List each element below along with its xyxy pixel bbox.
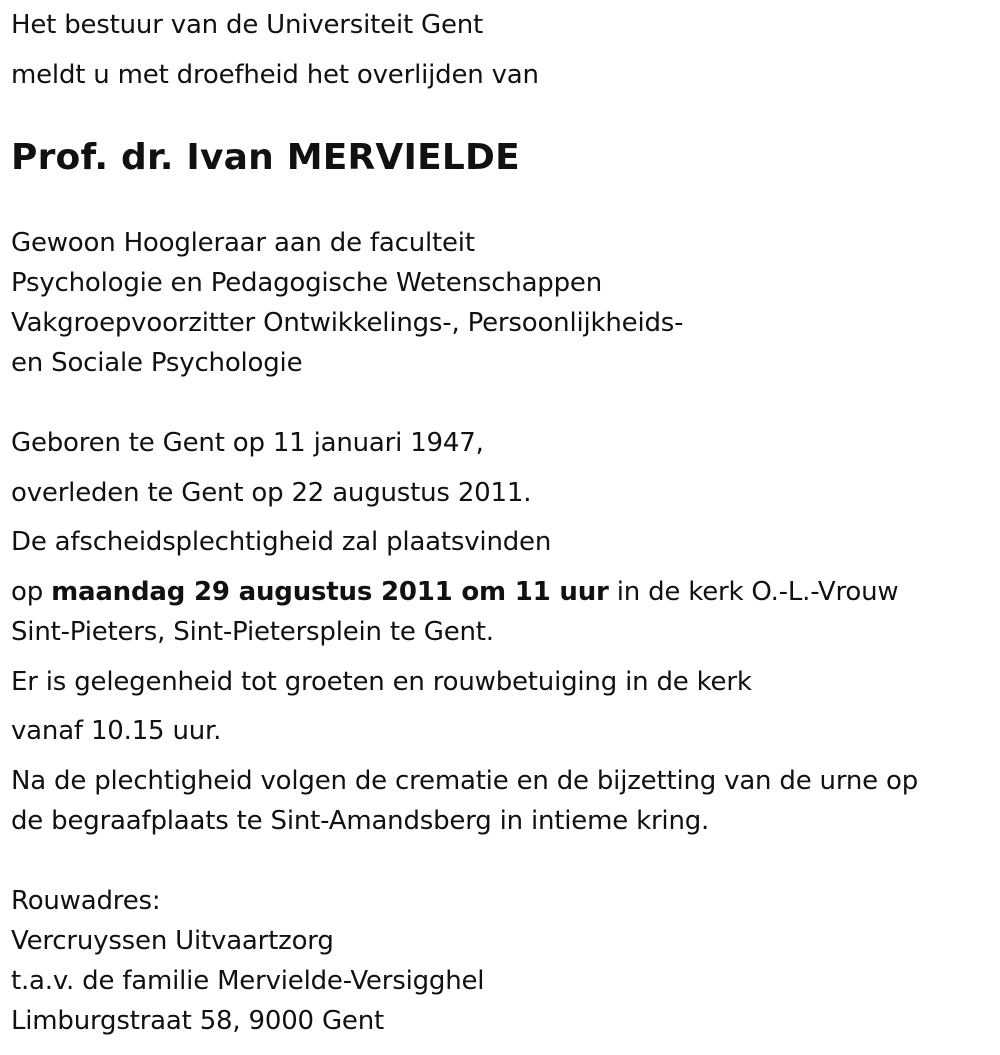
cremation-line-1: Na de plechtigheid volgen de crematie en de bijzetting van de urne op	[11, 766, 919, 796]
position-line-3: Vakgroepvoorzitter Ontwikkelings-, Persoonlijkheids-	[11, 308, 684, 338]
ceremony-location-part-1: in de kerk O.-L.-Vrouw	[616, 577, 899, 607]
greeting-line-1: Er is gelegenheid tot groeten en rouwbetuiging in de kerk	[11, 667, 752, 697]
birth-date: Geboren te Gent op 11 januari 1947,	[11, 428, 484, 458]
address-company: Vercruyssen Uitvaartzorg	[11, 926, 334, 956]
ceremony-prefix: op	[11, 577, 44, 607]
intro-line-1: Het bestuur van de Universiteit Gent	[11, 10, 484, 40]
ceremony-datetime: maandag 29 augustus 2011 om 11 uur	[51, 577, 609, 607]
address-attention: t.a.v. de familie Mervielde-Versigghel	[11, 966, 485, 996]
ceremony-datetime-line	[11, 577, 898, 607]
position-line-1: Gewoon Hoogleraar aan de faculteit	[11, 228, 475, 258]
address-label: Rouwadres:	[11, 886, 161, 916]
death-date: overleden te Gent op 22 augustus 2011.	[11, 478, 532, 508]
ceremony-location-part-2: Sint-Pieters, Sint-Pietersplein te Gent.	[11, 617, 494, 647]
deceased-name: Prof. dr. Ivan MERVIELDE	[11, 137, 520, 178]
ceremony-intro: De afscheidsplechtigheid zal plaatsvinden	[11, 527, 552, 557]
intro-line-2: meldt u met droefheid het overlijden van	[11, 60, 539, 90]
address-street: Limburgstraat 58, 9000 Gent	[11, 1006, 384, 1036]
cremation-line-2: de begraafplaats te Sint-Amandsberg in intieme kring.	[11, 806, 710, 836]
position-line-2: Psychologie en Pedagogische Wetenschappen	[11, 268, 602, 298]
position-line-4: en Sociale Psychologie	[11, 348, 303, 378]
greeting-line-2: vanaf 10.15 uur.	[11, 716, 222, 746]
